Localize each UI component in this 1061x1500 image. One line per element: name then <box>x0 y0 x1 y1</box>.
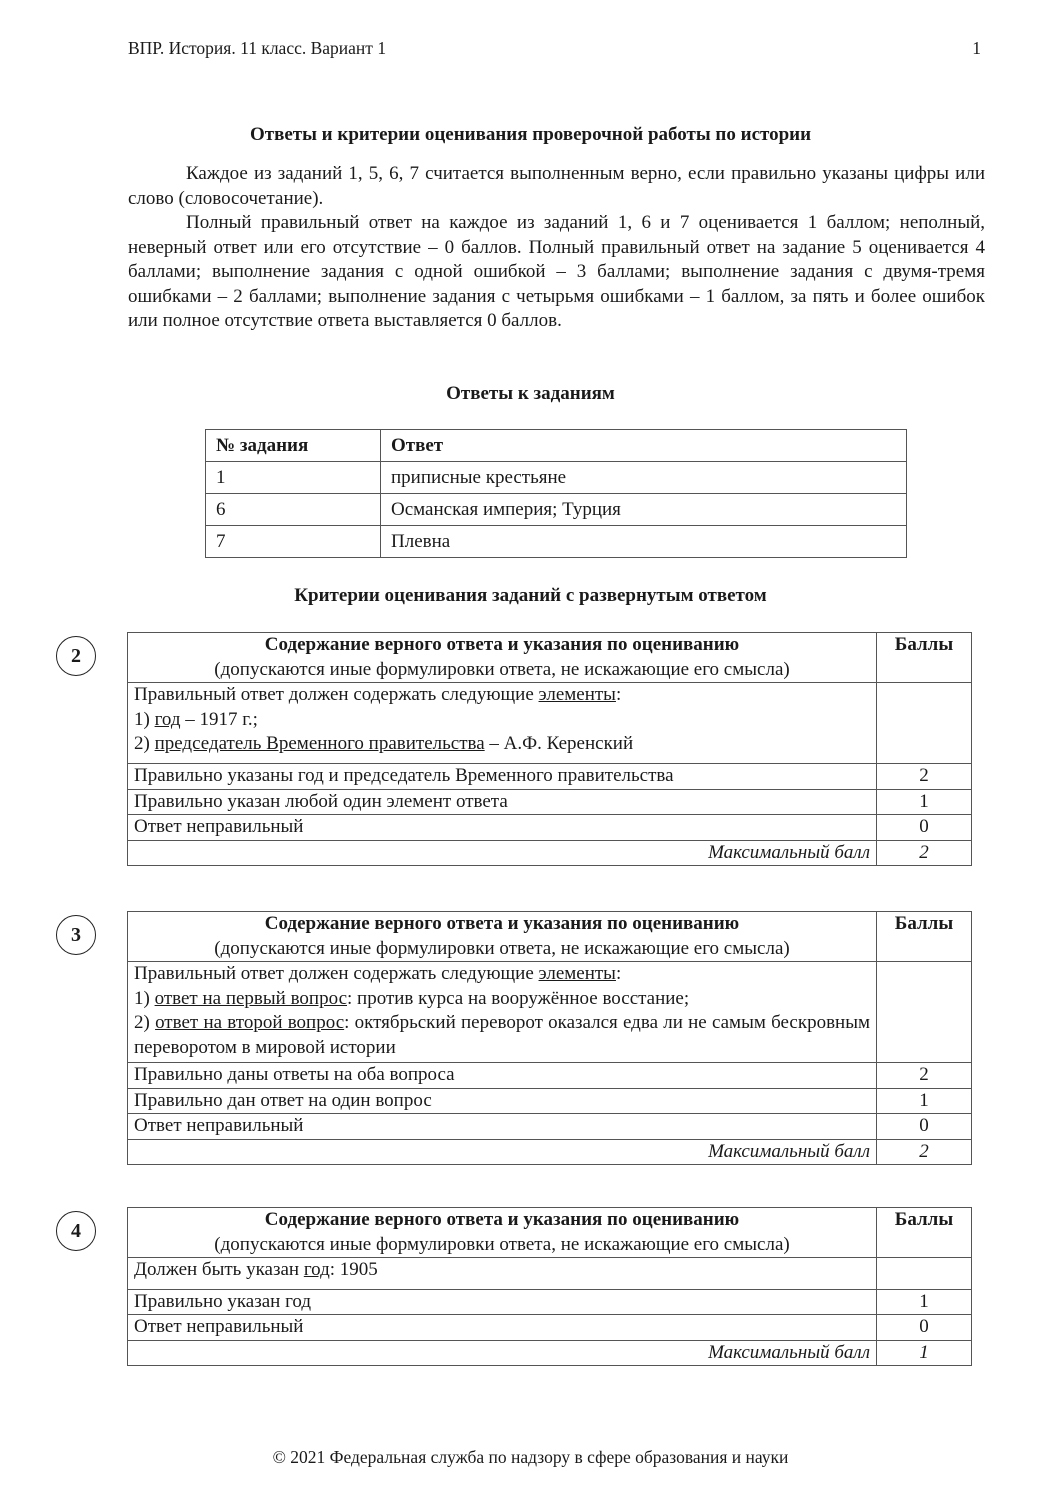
table-header-row <box>206 430 907 462</box>
criteria-row <box>128 764 972 790</box>
content-header <box>128 633 877 683</box>
criterion-text: Правильно указан любой один элемент ответа <box>128 789 877 815</box>
criterion-score: 2 <box>877 1063 972 1089</box>
criterion-score: 0 <box>877 1114 972 1140</box>
criterion-text: Ответ неправильный <box>128 815 877 841</box>
answer-cell: Плевна <box>381 526 907 558</box>
max-score-label: Максимальный балл <box>128 1139 877 1165</box>
content-intro: Правильный ответ должен содержать следующие <box>134 684 539 705</box>
task-number-badge: 2 <box>56 636 96 676</box>
content-header-subtitle: (допускаются иные формулировки ответа, не искажающие его смысла) <box>214 937 790 959</box>
document-title: ВПР. История. 11 класс. Вариант 1 <box>128 38 387 58</box>
task-number-badge: 4 <box>56 1211 96 1251</box>
page-header <box>128 38 981 59</box>
criterion-text: Правильно дан ответ на один вопрос <box>128 1088 877 1114</box>
intro-paragraph: Полный правильный ответ на каждое из заданий 1, 6 и 7 оценивается 1 баллом; неполный, неверный ответ или его отсутствие – 0 баллов. Полный правильный ответ на задание 5 оценивается 4 баллами; выполнение задания с одной ошибкой – 3 баллами; выполнение задания с двумя-тремя ошибками – 2 баллами; выполнение задания с четырьмя ошибками – 1 баллом, за пять и более ошибок или полное отсутствие ответа выставляется 0 баллов. <box>128 212 985 331</box>
empty-score-cell <box>877 962 972 1063</box>
answers-heading: Ответы к заданиям <box>446 383 615 404</box>
correct-answer-content <box>128 683 877 764</box>
task-number-badge: 3 <box>56 915 96 955</box>
content-intro-underlined: элементы <box>538 963 616 984</box>
content-header <box>128 1208 877 1258</box>
content-header-title: Содержание верного ответа и указания по оцениванию <box>264 1209 740 1230</box>
answer-cell: приписные крестьяне <box>381 462 907 494</box>
criterion-text: Правильно указан год <box>128 1289 877 1315</box>
main-title: Ответы и критерии оценивания проверочной работы по истории <box>249 124 812 145</box>
content-header-title: Содержание верного ответа и указания по оцениванию <box>264 634 740 655</box>
content-header-subtitle: (допускаются иные формулировки ответа, не искажающие его смысла) <box>214 1233 790 1255</box>
score-header: Баллы <box>877 633 972 683</box>
correct-answer-row <box>128 1258 972 1290</box>
table-row <box>206 462 907 494</box>
criteria-table <box>127 1207 972 1366</box>
criterion-score: 1 <box>877 789 972 815</box>
criteria-row <box>128 1289 972 1315</box>
criteria-row <box>128 1315 972 1341</box>
criteria-row <box>128 815 972 841</box>
intro-paragraph: Каждое из заданий 1, 5, 6, 7 считается выполненным верно, если правильно указаны цифры или слово (словосочетание). <box>128 163 985 209</box>
table-row <box>206 494 907 526</box>
copyright-footer: © 2021 Федеральная служба по надзору в сфере образования и науки <box>272 1447 789 1467</box>
criterion-score: 0 <box>877 1315 972 1341</box>
correct-answer-row <box>128 962 972 1063</box>
criteria-row <box>128 789 972 815</box>
criterion-score: 1 <box>877 1088 972 1114</box>
max-score-row <box>128 1340 972 1366</box>
answer-cell: Османская империя; Турция <box>381 494 907 526</box>
criteria-table <box>127 911 972 1165</box>
content-header <box>128 912 877 962</box>
criteria-header-row <box>128 1208 972 1258</box>
score-header: Баллы <box>877 1208 972 1258</box>
task-number-cell: 7 <box>206 526 381 558</box>
column-header-answer: Ответ <box>381 430 907 462</box>
content-header-title: Содержание верного ответа и указания по оцениванию <box>264 913 740 934</box>
criteria-table <box>127 632 972 866</box>
content-header-subtitle: (допускаются иные формулировки ответа, не искажающие его смысла) <box>214 658 790 680</box>
content-intro-underlined: элементы <box>538 684 616 705</box>
max-score-label: Максимальный балл <box>128 1340 877 1366</box>
column-header-task-number: № задания <box>206 430 381 462</box>
content-intro-underlined: год <box>303 1259 330 1280</box>
correct-answer-content <box>128 1258 877 1290</box>
max-score-value: 2 <box>877 1139 972 1165</box>
max-score-row <box>128 840 972 866</box>
criterion-score: 0 <box>877 815 972 841</box>
content-intro: Правильный ответ должен содержать следующие <box>134 963 539 984</box>
page-number: 1 <box>972 38 981 58</box>
empty-score-cell <box>877 683 972 764</box>
max-score-value: 2 <box>877 840 972 866</box>
criterion-score: 1 <box>877 1289 972 1315</box>
criterion-score: 2 <box>877 764 972 790</box>
criterion-text: Правильно указаны год и председатель Временного правительства <box>128 764 877 790</box>
max-score-label: Максимальный балл <box>128 840 877 866</box>
table-row <box>206 526 907 558</box>
max-score-row <box>128 1139 972 1165</box>
correct-answer-content <box>128 962 877 1063</box>
criteria-header-row <box>128 912 972 962</box>
criterion-text: Правильно даны ответы на оба вопроса <box>128 1063 877 1089</box>
empty-score-cell <box>877 1258 972 1290</box>
content-intro: Должен быть указан <box>134 1259 304 1280</box>
answer-element: 1) год – 1917 г.; <box>134 708 258 730</box>
correct-answer-row <box>128 683 972 764</box>
criteria-row <box>128 1088 972 1114</box>
content-intro-end: : 1905 <box>329 1259 378 1280</box>
answers-table <box>205 429 907 558</box>
criteria-row <box>128 1114 972 1140</box>
content-intro-end: : <box>615 963 622 984</box>
intro-text <box>128 162 985 334</box>
criterion-text: Ответ неправильный <box>128 1315 877 1341</box>
task-number-cell: 1 <box>206 462 381 494</box>
score-header: Баллы <box>877 912 972 962</box>
max-score-value: 1 <box>877 1340 972 1366</box>
answer-element: 2) ответ на второй вопрос: октябрьский переворот оказался едва ли не самым бескровным переворотом в мировой истории <box>134 1012 871 1058</box>
criteria-heading: Критерии оценивания заданий с развернутым ответом <box>294 585 767 606</box>
answer-element: 1) ответ на первый вопрос: против курса на вооружённое восстание; <box>134 987 690 1009</box>
criteria-header-row <box>128 633 972 683</box>
answer-element: 2) председатель Временного правительства – А.Ф. Керенский <box>134 733 634 754</box>
content-intro-end: : <box>615 684 622 705</box>
task-number-cell: 6 <box>206 494 381 526</box>
criteria-row <box>128 1063 972 1089</box>
criterion-text: Ответ неправильный <box>128 1114 877 1140</box>
